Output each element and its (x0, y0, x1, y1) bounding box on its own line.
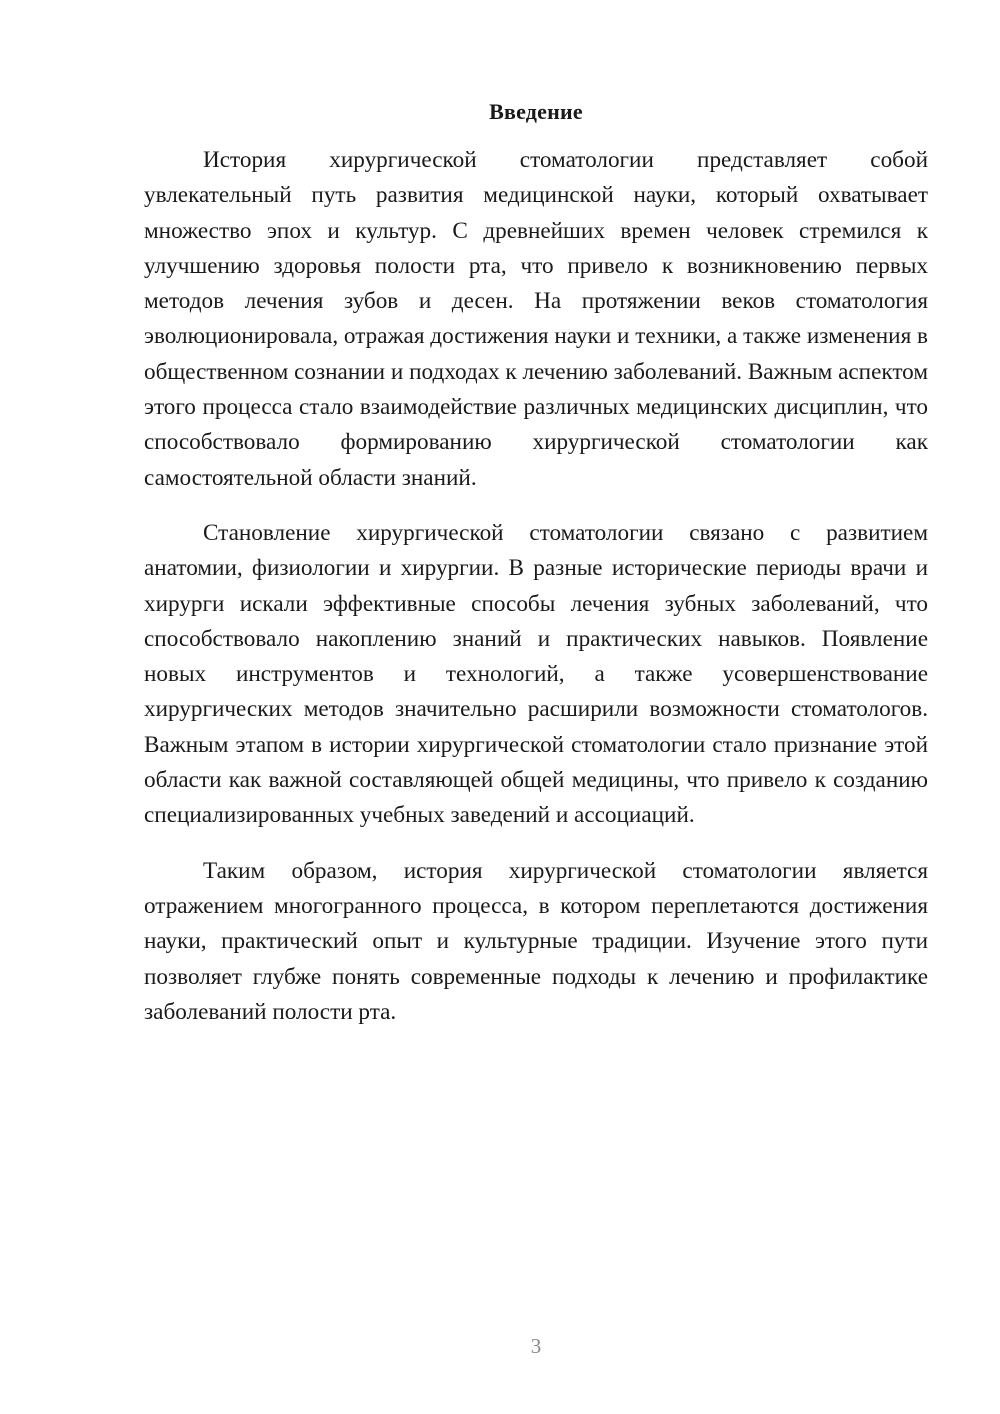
paragraph-3: Таким образом, история хирургической стоматологии является отражением многогранного процесса, в котором переплетаются достижения науки, практический опыт и культурные традиции. Изучение этого пути позволяет глубже понять современные подходы к лечению и профилактике заболеваний полости рта. (144, 857, 928, 1025)
page-number: 3 (530, 1334, 542, 1358)
paragraph-1: История хирургической стоматологии представляет собой увлекательный путь развития медицинской науки, который охватывает множество эпох и культур. С древнейших времен человек стремился к улучшению здоровья полости рта, что привело к возникновению первых методов лечения зубов и десен. На протяжении веков стоматология эволюционировала, отражая достижения науки и техники, а также изменения в общественном сознании и подходах к лечению заболеваний. Важным аспектом этого процесса стало взаимодействие различных медицинских дисциплин, что способствовало формированию хирургической стоматологии как самостоятельной области знаний. (144, 147, 928, 491)
body-text (144, 143, 928, 1030)
section-title: Введение (489, 99, 583, 124)
paragraph-2: Становление хирургической стоматологии связано с развитием анатомии, физиологии и хирургии. В разные исторические периоды врачи и хирурги искали эффективные способы лечения зубных заболеваний, что способствовало накоплению знаний и практических навыков. Появление новых инструментов и технологий, а также усовершенствование хирургических методов значительно расширили возможности стоматологов. Важным этапом в истории хирургической стоматологии стало признание этой области как важной составляющей общей медицины, что привело к созданию специализированных учебных заведений и ассоциаций. (144, 519, 928, 829)
